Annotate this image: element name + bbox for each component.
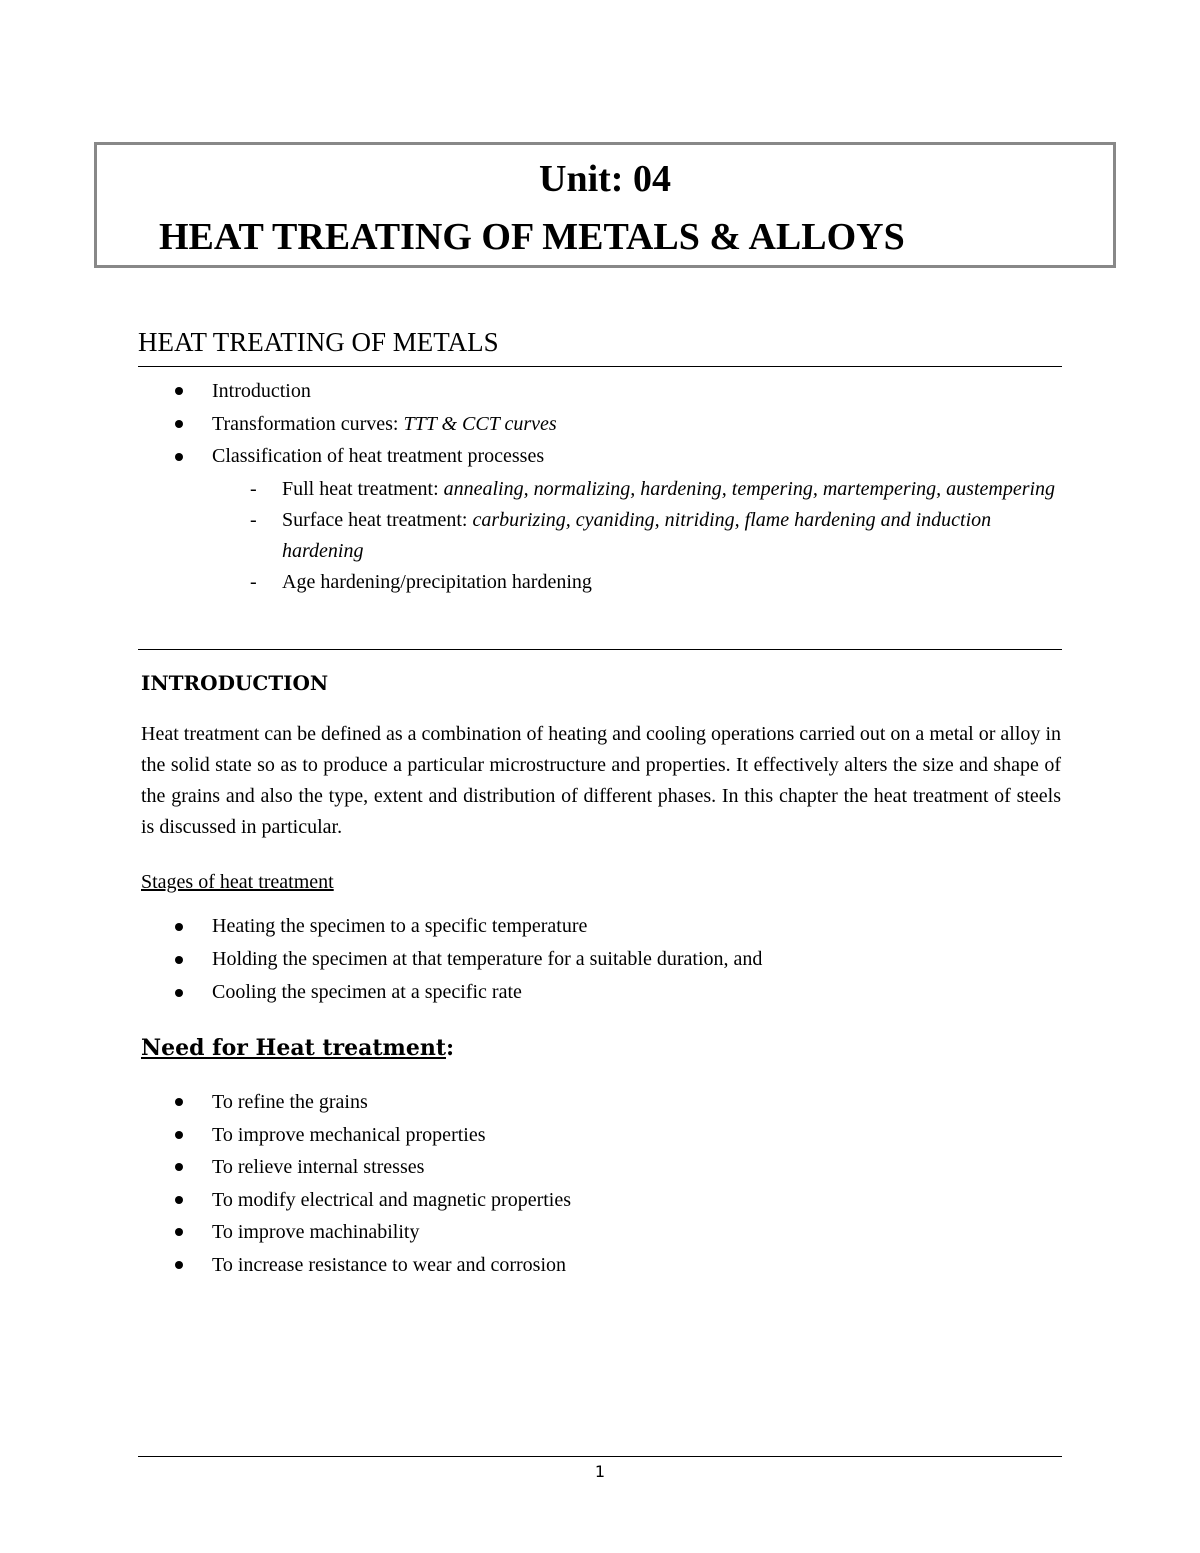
introduction-paragraph: Heat treatment can be defined as a combination of heating and cooling operations carried out on a metal or alloy in the solid state so as to produce a particular microstructure and properties. It effectively alters the size and shape of the grains and also the type, extent and distribution of different phases. In this chapter the heat treatment of steels is discussed in particular.	[141, 723, 1061, 838]
page-number: 1	[594, 1462, 606, 1481]
footer-divider	[138, 1456, 1062, 1457]
section-heading-overview: HEAT TREATING OF METALS	[138, 327, 499, 357]
list-item: - Surface heat treatment: carburizing, cyaniding, nitriding, flame hardening and induction hardening	[246, 505, 1066, 567]
list-item: Heating the specimen to a specific temperature	[170, 910, 762, 943]
list-item: Transformation curves: TTT & CCT curves	[170, 407, 557, 441]
divider-top	[138, 366, 1062, 367]
list-item: To improve mechanical properties	[170, 1119, 571, 1152]
document-title: HEAT TREATING OF METALS & ALLOYS	[159, 216, 905, 258]
list-item: - Full heat treatment: annealing, normalizing, hardening, tempering, martempering, austempering	[246, 474, 1066, 505]
title-box	[94, 142, 1116, 268]
stages-list	[170, 910, 762, 1009]
unit-label: Unit: 04	[539, 158, 671, 200]
overview-list	[170, 375, 557, 472]
need-heading: Need for Heat treatment:	[141, 1035, 455, 1061]
list-item: Introduction	[170, 375, 557, 407]
list-item: To improve machinability	[170, 1216, 571, 1249]
divider-middle	[138, 649, 1062, 650]
list-item: To modify electrical and magnetic properties	[170, 1184, 571, 1217]
list-item: - Age hardening/precipitation hardening	[246, 567, 1066, 598]
list-item: Classification of heat treatment processes	[170, 441, 557, 472]
list-item: To increase resistance to wear and corrosion	[170, 1249, 571, 1282]
treatment-sublist	[246, 474, 1066, 598]
list-item: To refine the grains	[170, 1086, 571, 1119]
list-item: To relieve internal stresses	[170, 1151, 571, 1184]
need-list	[170, 1086, 571, 1281]
list-item: Cooling the specimen at a specific rate	[170, 976, 762, 1009]
list-item: Holding the specimen at that temperature for a suitable duration, and	[170, 943, 762, 976]
introduction-heading: INTRODUCTION	[141, 671, 329, 695]
stages-heading: Stages of heat treatment	[141, 871, 334, 893]
